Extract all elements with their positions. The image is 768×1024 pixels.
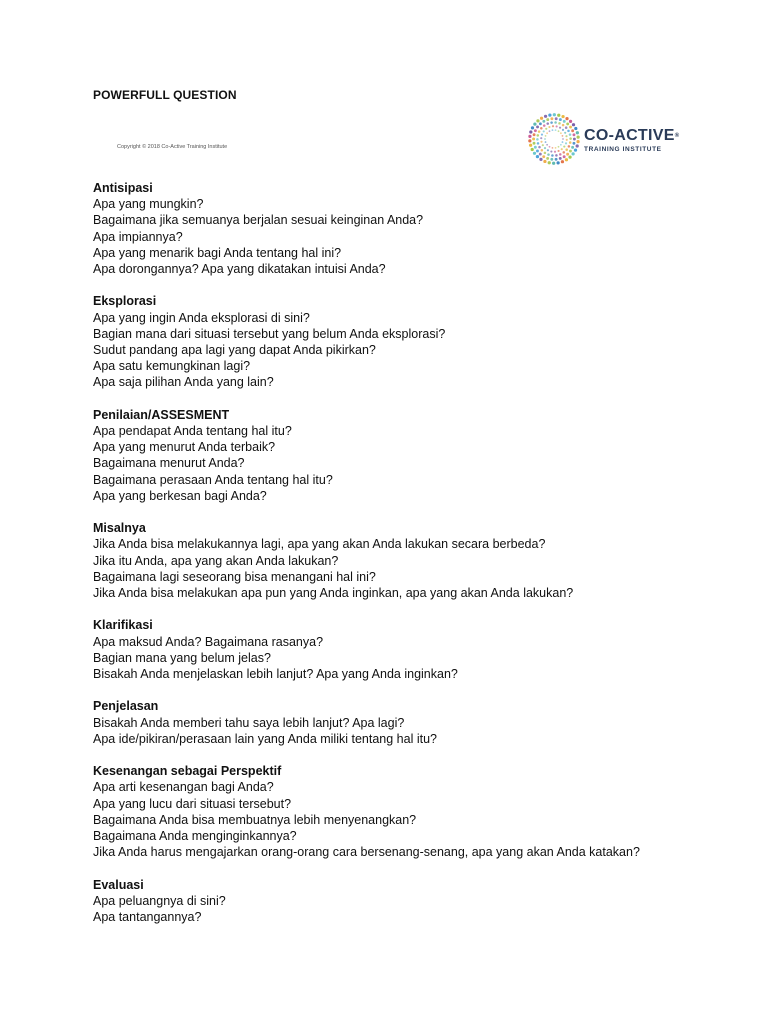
section-title: Penjelasan — [93, 699, 159, 714]
question-item: Apa yang lucu dari situasi tersebut? — [93, 796, 292, 811]
section-title: Penilaian/ASSESMENT — [93, 407, 230, 422]
question-item: Bisakah Anda menjelaskan lebih lanjut? Apa yang Anda inginkan? — [93, 667, 458, 682]
question-item: Bagaimana jika semuanya berjalan sesuai keinginan Anda? — [93, 213, 424, 228]
logo-trademark: ® — [674, 133, 680, 139]
question-item: Apa yang ingin Anda eksplorasi di sini? — [93, 310, 310, 325]
question-item: Jika Anda harus mengajarkan orang-orang cara bersenang-senang, apa yang akan Anda katakan? — [93, 845, 640, 860]
question-section — [93, 293, 733, 390]
section-title: Klarifikasi — [93, 618, 153, 633]
co-active-logo-mark-icon — [527, 112, 581, 166]
co-active-logo — [527, 112, 687, 166]
question-section — [93, 520, 733, 601]
question-section — [93, 877, 733, 926]
logo-tagline: TRAINING INSTITUTE — [584, 146, 662, 153]
question-item: Bagaimana perasaan Anda tentang hal itu? — [93, 472, 333, 487]
question-item: Jika Anda bisa melakukannya lagi, apa yang akan Anda lakukan secara berbeda? — [93, 537, 546, 552]
logo-wordmark: CO-ACTIVE — [584, 127, 675, 144]
question-item: Bagian mana yang belum jelas? — [93, 650, 271, 665]
question-section — [93, 180, 733, 277]
question-item: Bagaimana Anda bisa membuatnya lebih menyenangkan? — [93, 812, 417, 827]
question-item: Apa arti kesenangan bagi Anda? — [93, 780, 274, 795]
page-title: POWERFULL QUESTION — [93, 88, 237, 102]
question-item: Apa pendapat Anda tentang hal itu? — [93, 424, 292, 439]
question-section — [93, 617, 733, 682]
question-item: Apa tantangannya? — [93, 910, 202, 925]
question-item: Bagaimana menurut Anda? — [93, 456, 245, 471]
question-item: Apa maksud Anda? Bagaimana rasanya? — [93, 634, 324, 649]
question-item: Bagaimana Anda menginginkannya? — [93, 829, 297, 844]
question-section — [93, 763, 733, 860]
question-item: Apa yang berkesan bagi Anda? — [93, 488, 267, 503]
question-item: Apa impiannya? — [93, 229, 183, 244]
question-item: Sudut pandang apa lagi yang dapat Anda pikirkan? — [93, 343, 376, 358]
question-item: Jika itu Anda, apa yang akan Anda lakukan? — [93, 553, 339, 568]
question-item: Apa yang mungkin? — [93, 197, 204, 212]
section-title: Kesenangan sebagai Perspektif — [93, 764, 282, 779]
question-item: Apa saja pilihan Anda yang lain? — [93, 375, 274, 390]
section-title: Misalnya — [93, 521, 146, 536]
question-section — [93, 407, 733, 504]
question-item: Apa yang menurut Anda terbaik? — [93, 440, 276, 455]
section-title: Evaluasi — [93, 877, 144, 892]
question-item: Apa peluangnya di sini? — [93, 893, 226, 908]
question-list — [93, 180, 733, 941]
question-item: Bisakah Anda memberi tahu saya lebih lanjut? Apa lagi? — [93, 715, 405, 730]
copyright-notice: Copyright © 2018 Co-Active Training Institute — [117, 144, 228, 150]
question-section — [93, 698, 733, 747]
question-item: Bagian mana dari situasi tersebut yang belum Anda eksplorasi? — [93, 326, 446, 341]
question-item: Apa satu kemungkinan lagi? — [93, 359, 251, 374]
section-title: Antisipasi — [93, 181, 153, 195]
question-item: Jika Anda bisa melakukan apa pun yang Anda inginkan, apa yang akan Anda lakukan? — [93, 586, 574, 601]
question-item: Bagaimana lagi seseorang bisa menangani hal ini? — [93, 569, 376, 584]
question-item: Apa ide/pikiran/perasaan lain yang Anda miliki tentang hal itu? — [93, 731, 437, 746]
question-item: Apa dorongannya? Apa yang dikatakan intuisi Anda? — [93, 262, 386, 277]
question-item: Apa yang menarik bagi Anda tentang hal ini? — [93, 245, 342, 260]
section-title: Eksplorasi — [93, 294, 157, 309]
